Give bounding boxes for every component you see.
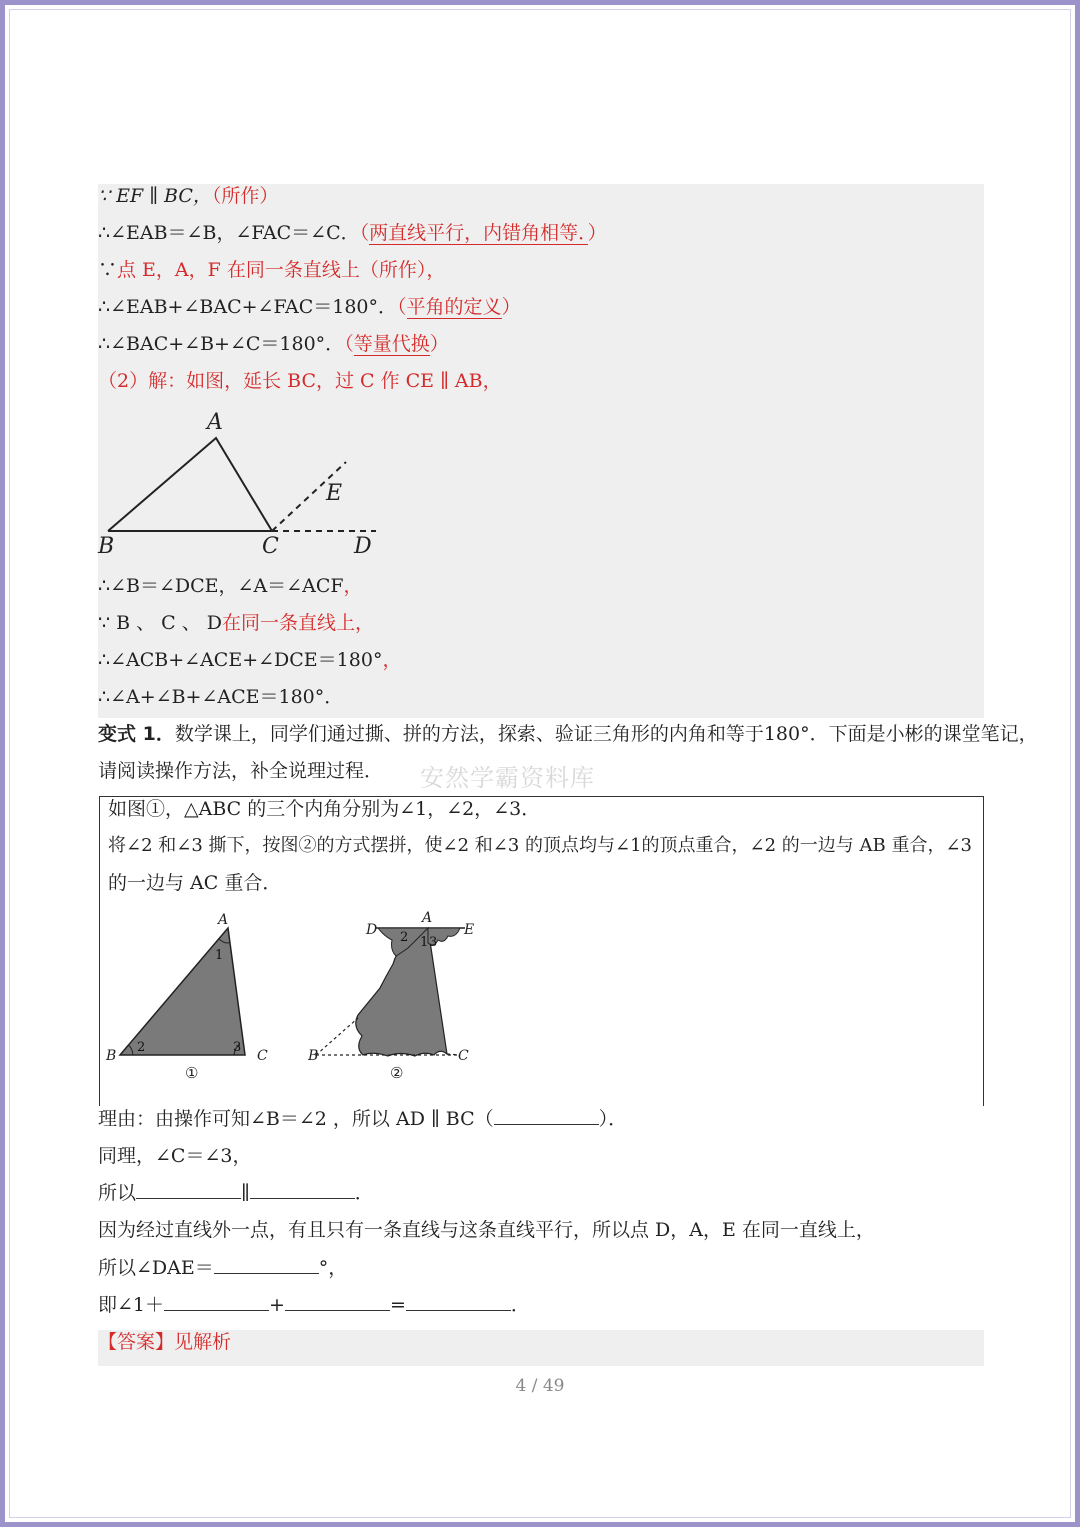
reason-line-4: 因为经过直线外一点，有且只有一条直线与这条直线平行，所以点 D，A，E 在同一直线上， bbox=[98, 1219, 875, 1241]
variant-line-1: 变式 1．数学课上，同学们通过撕、拼的方法，探索、验证三角形的内角和等于180°．下面是小彬的课堂笔记， bbox=[98, 723, 1038, 745]
reason-line-2: 同理，∠C＝∠3， bbox=[98, 1145, 252, 1167]
answer-label: 【答案】 bbox=[98, 1331, 175, 1353]
proof-line-3: ∵点 E，A，F 在同一条直线上（所作）， bbox=[98, 259, 446, 281]
reason-line-3: 所以 ∥ ． bbox=[98, 1182, 374, 1204]
blank-2[interactable] bbox=[136, 1182, 241, 1199]
blank-5[interactable] bbox=[164, 1294, 269, 1311]
fig3-caption: ② bbox=[390, 1064, 404, 1082]
answer-text: 见解析 bbox=[174, 1331, 232, 1353]
fig1-label-d: D bbox=[354, 534, 372, 559]
fig2-num-2: 2 bbox=[137, 1040, 146, 1055]
note-line-2: 将∠2 和∠3 撕下，按图②的方式摆拼，使∠2 和∠3 的顶点均与∠1的顶点重合，∠2 的一边与 AB 重合，∠3 bbox=[108, 835, 973, 856]
fig1-label-e: E bbox=[326, 481, 343, 506]
reason-line-5: 所以∠DAE＝ °， bbox=[98, 1257, 348, 1279]
variant-title: 变式 1． bbox=[98, 723, 175, 745]
fig1-label-a: A bbox=[207, 410, 223, 435]
answer-line bbox=[98, 1330, 231, 1354]
proof-line-1: ∵ EF ∥ BC，（所作） bbox=[98, 185, 279, 207]
fig2-num-1: 1 bbox=[215, 948, 224, 963]
fig3-num-3: 3 bbox=[429, 935, 438, 950]
blank-6[interactable] bbox=[285, 1294, 390, 1311]
proof2-line-2: ∵ B 、 C 、 D在同一条直线上， bbox=[98, 612, 375, 634]
fig3-label-c: C bbox=[458, 1048, 469, 1064]
fig1-label-b: B bbox=[98, 534, 115, 559]
fig2-label-b: B bbox=[106, 1048, 117, 1064]
fig3-label-b: B bbox=[308, 1048, 319, 1064]
proof2-line-1: ∴∠B＝∠DCE，∠A＝∠ACF， bbox=[98, 575, 363, 597]
variant-line-2: 请阅读操作方法，补全说理过程． bbox=[98, 760, 384, 782]
fig2-caption: ① bbox=[185, 1064, 199, 1082]
reason-line-1: 理由：由操作可知∠B＝∠2 ，所以 AD ∥ BC（ ）． bbox=[98, 1108, 628, 1130]
proof-line-6: （2）解：如图，延长 BC，过 C 作 CE ∥ AB， bbox=[98, 370, 502, 392]
blank-7[interactable] bbox=[406, 1294, 511, 1311]
fig3-num-2: 2 bbox=[400, 930, 409, 945]
fig3-label-a: A bbox=[422, 910, 433, 926]
fig3-label-e: E bbox=[464, 922, 475, 938]
note-line-1: 如图①，△ABC 的三个内角分别为∠1，∠2，∠3． bbox=[108, 798, 541, 820]
triangle-figure-3 bbox=[300, 908, 500, 1083]
note-line-3: 的一边与 AC 重合． bbox=[108, 872, 282, 894]
fig2-label-a: A bbox=[218, 912, 229, 928]
fig1-label-c: C bbox=[262, 534, 279, 559]
watermark: 安然学霸资料库 bbox=[420, 764, 595, 792]
fig2-label-c: C bbox=[257, 1048, 268, 1064]
blank-3[interactable] bbox=[250, 1182, 355, 1199]
reason-line-6: 即∠1＋ + = ． bbox=[98, 1294, 530, 1316]
proof2-line-4: ∴∠A+∠B+∠ACE＝180°． bbox=[98, 686, 344, 708]
proof-line-4: ∴∠EAB+∠BAC+∠FAC＝180°．（平角的定义） bbox=[98, 296, 521, 318]
fig3-label-d: D bbox=[366, 922, 378, 938]
page-number: 4 / 49 bbox=[515, 1376, 565, 1396]
blank-4[interactable] bbox=[214, 1257, 319, 1274]
blank-1[interactable] bbox=[494, 1108, 599, 1125]
proof-line-2: ∴∠EAB＝∠B，∠FAC＝∠C．（两直线平行，内错角相等．） bbox=[98, 222, 607, 244]
triangle-figure-2 bbox=[100, 908, 280, 1083]
fig3-num-1: 1 bbox=[420, 935, 429, 950]
proof-line-5: ∴∠BAC+∠B+∠C＝180°．（等量代换） bbox=[98, 333, 449, 355]
proof2-line-3: ∴∠ACB+∠ACE+∠DCE＝180°， bbox=[98, 649, 402, 671]
fig2-num-3: 3 bbox=[233, 1040, 242, 1055]
triangle-figure-1 bbox=[96, 405, 386, 560]
